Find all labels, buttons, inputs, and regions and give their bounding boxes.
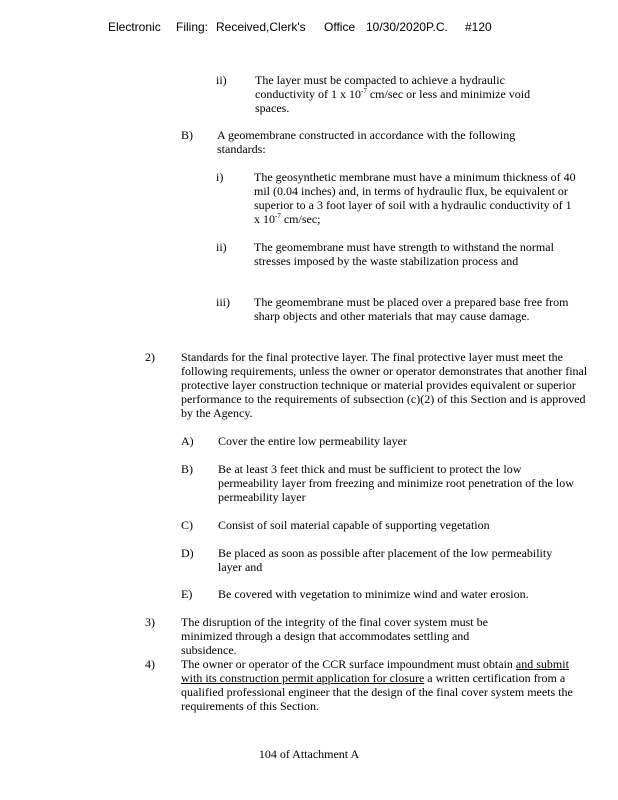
item-text: The geosynthetic membrane must have a minimum thickness of 40 mil (0.04 inches) and, in terms of hydraulic flux, be equivalent or superior to a 3 foot layer of soil with a hydraulic conductivity of 1 x $10^{-7}$ cm/sec;	[254, 170, 576, 226]
item-text: The geomembrane must be placed over a prepared base free from sharp objects and other materials that may cause damage.	[254, 295, 569, 323]
item-label: B)	[181, 128, 193, 142]
header-filing: Filing:	[176, 20, 209, 34]
item-label: D)	[181, 546, 194, 560]
item-text: Be placed as soon as possible after placement of the low permeability layer and	[218, 546, 553, 574]
item-label: ii)	[216, 240, 227, 254]
item-label: E)	[181, 587, 193, 601]
item-text: The disruption of the integrity of the final cover system must be minimized through a design that accommodates settling and subsidence.	[181, 615, 488, 657]
item-label: A)	[181, 434, 194, 448]
filing-header	[108, 20, 568, 36]
item-text: A geomembrane constructed in accordance with the following standards:	[217, 128, 516, 156]
item-label: ii)	[216, 73, 227, 87]
item-text: The geomembrane must have strength to withstand the normal stresses imposed by the waste stabilization process and	[254, 240, 554, 268]
item-text: The owner or operator of the CCR surface impoundment must obtain and submit with its construction permit application for closure a written certification from a qualified professional engineer that the design of the final cover system meets the requirements of this Section.	[181, 657, 573, 713]
page-footer: 104 of Attachment A	[258, 747, 360, 761]
item-label: 3)	[145, 615, 155, 629]
item-text: Be at least 3 feet thick and must be sufficient to protect the low permeability layer from freezing and minimize root penetration of the low permeability layer	[218, 462, 574, 504]
item-text: Consist of soil material capable of supporting vegetation	[218, 518, 490, 532]
item-label: 2)	[145, 350, 155, 364]
item-label: 4)	[145, 657, 155, 671]
header-received: Received,Clerk's	[216, 20, 306, 34]
header-date: 10/30/2020P.C.	[366, 20, 448, 34]
item-label: B)	[181, 462, 193, 476]
item-label: i)	[216, 170, 224, 184]
header-electronic: Electronic	[108, 20, 161, 34]
item-label: iii)	[216, 295, 230, 309]
item-text: Standards for the final protective layer. The final protective layer must meet the following requirements, unless the owner or operator demonstrates that another final protective layer construction technique or material provides equivalent or superior performance to the requirements of subsection (c)(2) of this Section and is approved by the Agency.	[181, 350, 588, 420]
item-text: Be covered with vegetation to minimize wind and water erosion.	[218, 587, 529, 601]
item-text: The layer must be compacted to achieve a hydraulic conductivity of 1 x $10^{-7}$ cm/sec or less and minimize void spaces.	[255, 73, 531, 115]
header-office: Office	[324, 20, 356, 34]
item-text: Cover the entire low permeability layer	[218, 434, 407, 448]
item-label: C)	[181, 518, 193, 532]
underlined-insertion: and submit with its construction permit application for closure	[181, 657, 569, 685]
header-number: #120	[465, 20, 492, 34]
